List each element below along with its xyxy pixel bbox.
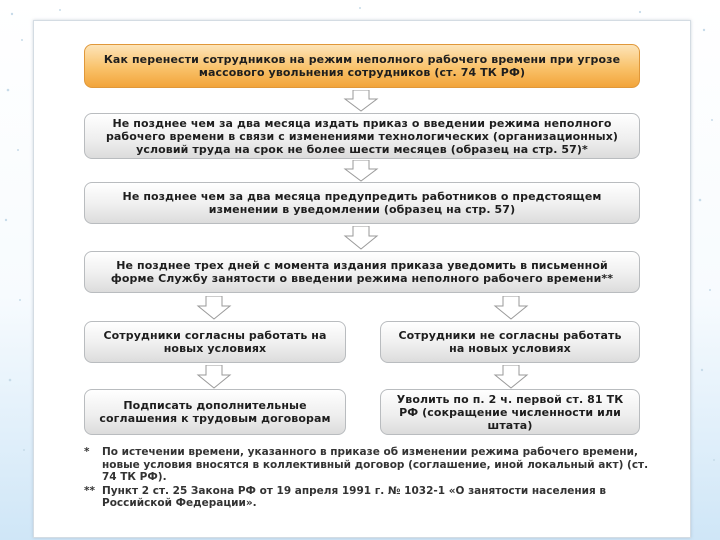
step-notify-employment-service-text: Не позднее трех дней с момента издания приказа уведомить в письменной форме Службу занятости о введении режима неполного рабочего времени**: [110, 259, 614, 285]
arrow-down-left-icon: [196, 365, 232, 389]
footnote-text: Пункт 2 ст. 25 Закона РФ от 19 апреля 1991 г. № 1032-1 «О занятости населения в Российской Федерации».: [102, 484, 607, 509]
branch-disagree-text: Сотрудники не согласны работать на новых условиях: [398, 329, 622, 355]
action-sign-agreements-box: [84, 389, 346, 435]
action-sign-agreements-text: Подписать дополнительные соглашения к трудовым договорам: [99, 399, 331, 425]
branch-agree-box: [84, 321, 346, 363]
footnote-mark: **: [84, 484, 95, 497]
flowchart-title: [84, 44, 640, 88]
flowchart-title-text: Как перенести сотрудников на режим неполного рабочего времени при угрозе массового увольнения сотрудников (ст. 74 ТК РФ): [103, 53, 621, 79]
footnote-text: По истечении времени, указанного в приказе об изменении режима рабочего времени, новые условия вносятся в коллективный договор (соглашение, иной локальный акт) (ст. 74 ТК РФ).: [102, 446, 649, 483]
step-notify-employment-service-box: [84, 251, 640, 293]
step-order-text: Не позднее чем за два месяца издать приказ о введении режима неполного рабочего времени в связи с изменениями технологических (организационных) условий труда на срок не более шести месяцев (образец на стр. 57)*: [105, 116, 619, 156]
arrow-down-right-icon: [493, 365, 529, 389]
arrow-down-icon: [343, 226, 379, 250]
step-notify-employees-box: [84, 182, 640, 224]
action-dismiss-box: [380, 389, 640, 435]
footnote: [84, 485, 654, 510]
branch-agree-text: Сотрудники согласны работать на новых условиях: [103, 329, 327, 355]
action-dismiss-text: Уволить по п. 2 ч. первой ст. 81 ТК РФ (сокращение численности или штата): [396, 392, 624, 432]
footnote-mark: *: [84, 446, 90, 458]
step-order-box: [84, 113, 640, 159]
arrow-down-icon: [343, 160, 379, 182]
arrow-down-icon: [343, 90, 379, 112]
footnote: [84, 446, 654, 484]
footnotes: [84, 446, 654, 511]
step-notify-employees-text: Не позднее чем за два месяца предупредить работников о предстоящем изменении в уведомлении (образец на стр. 57): [122, 190, 602, 216]
branch-disagree-box: [380, 321, 640, 363]
arrow-down-right-icon: [493, 296, 529, 320]
arrow-down-left-icon: [196, 296, 232, 320]
